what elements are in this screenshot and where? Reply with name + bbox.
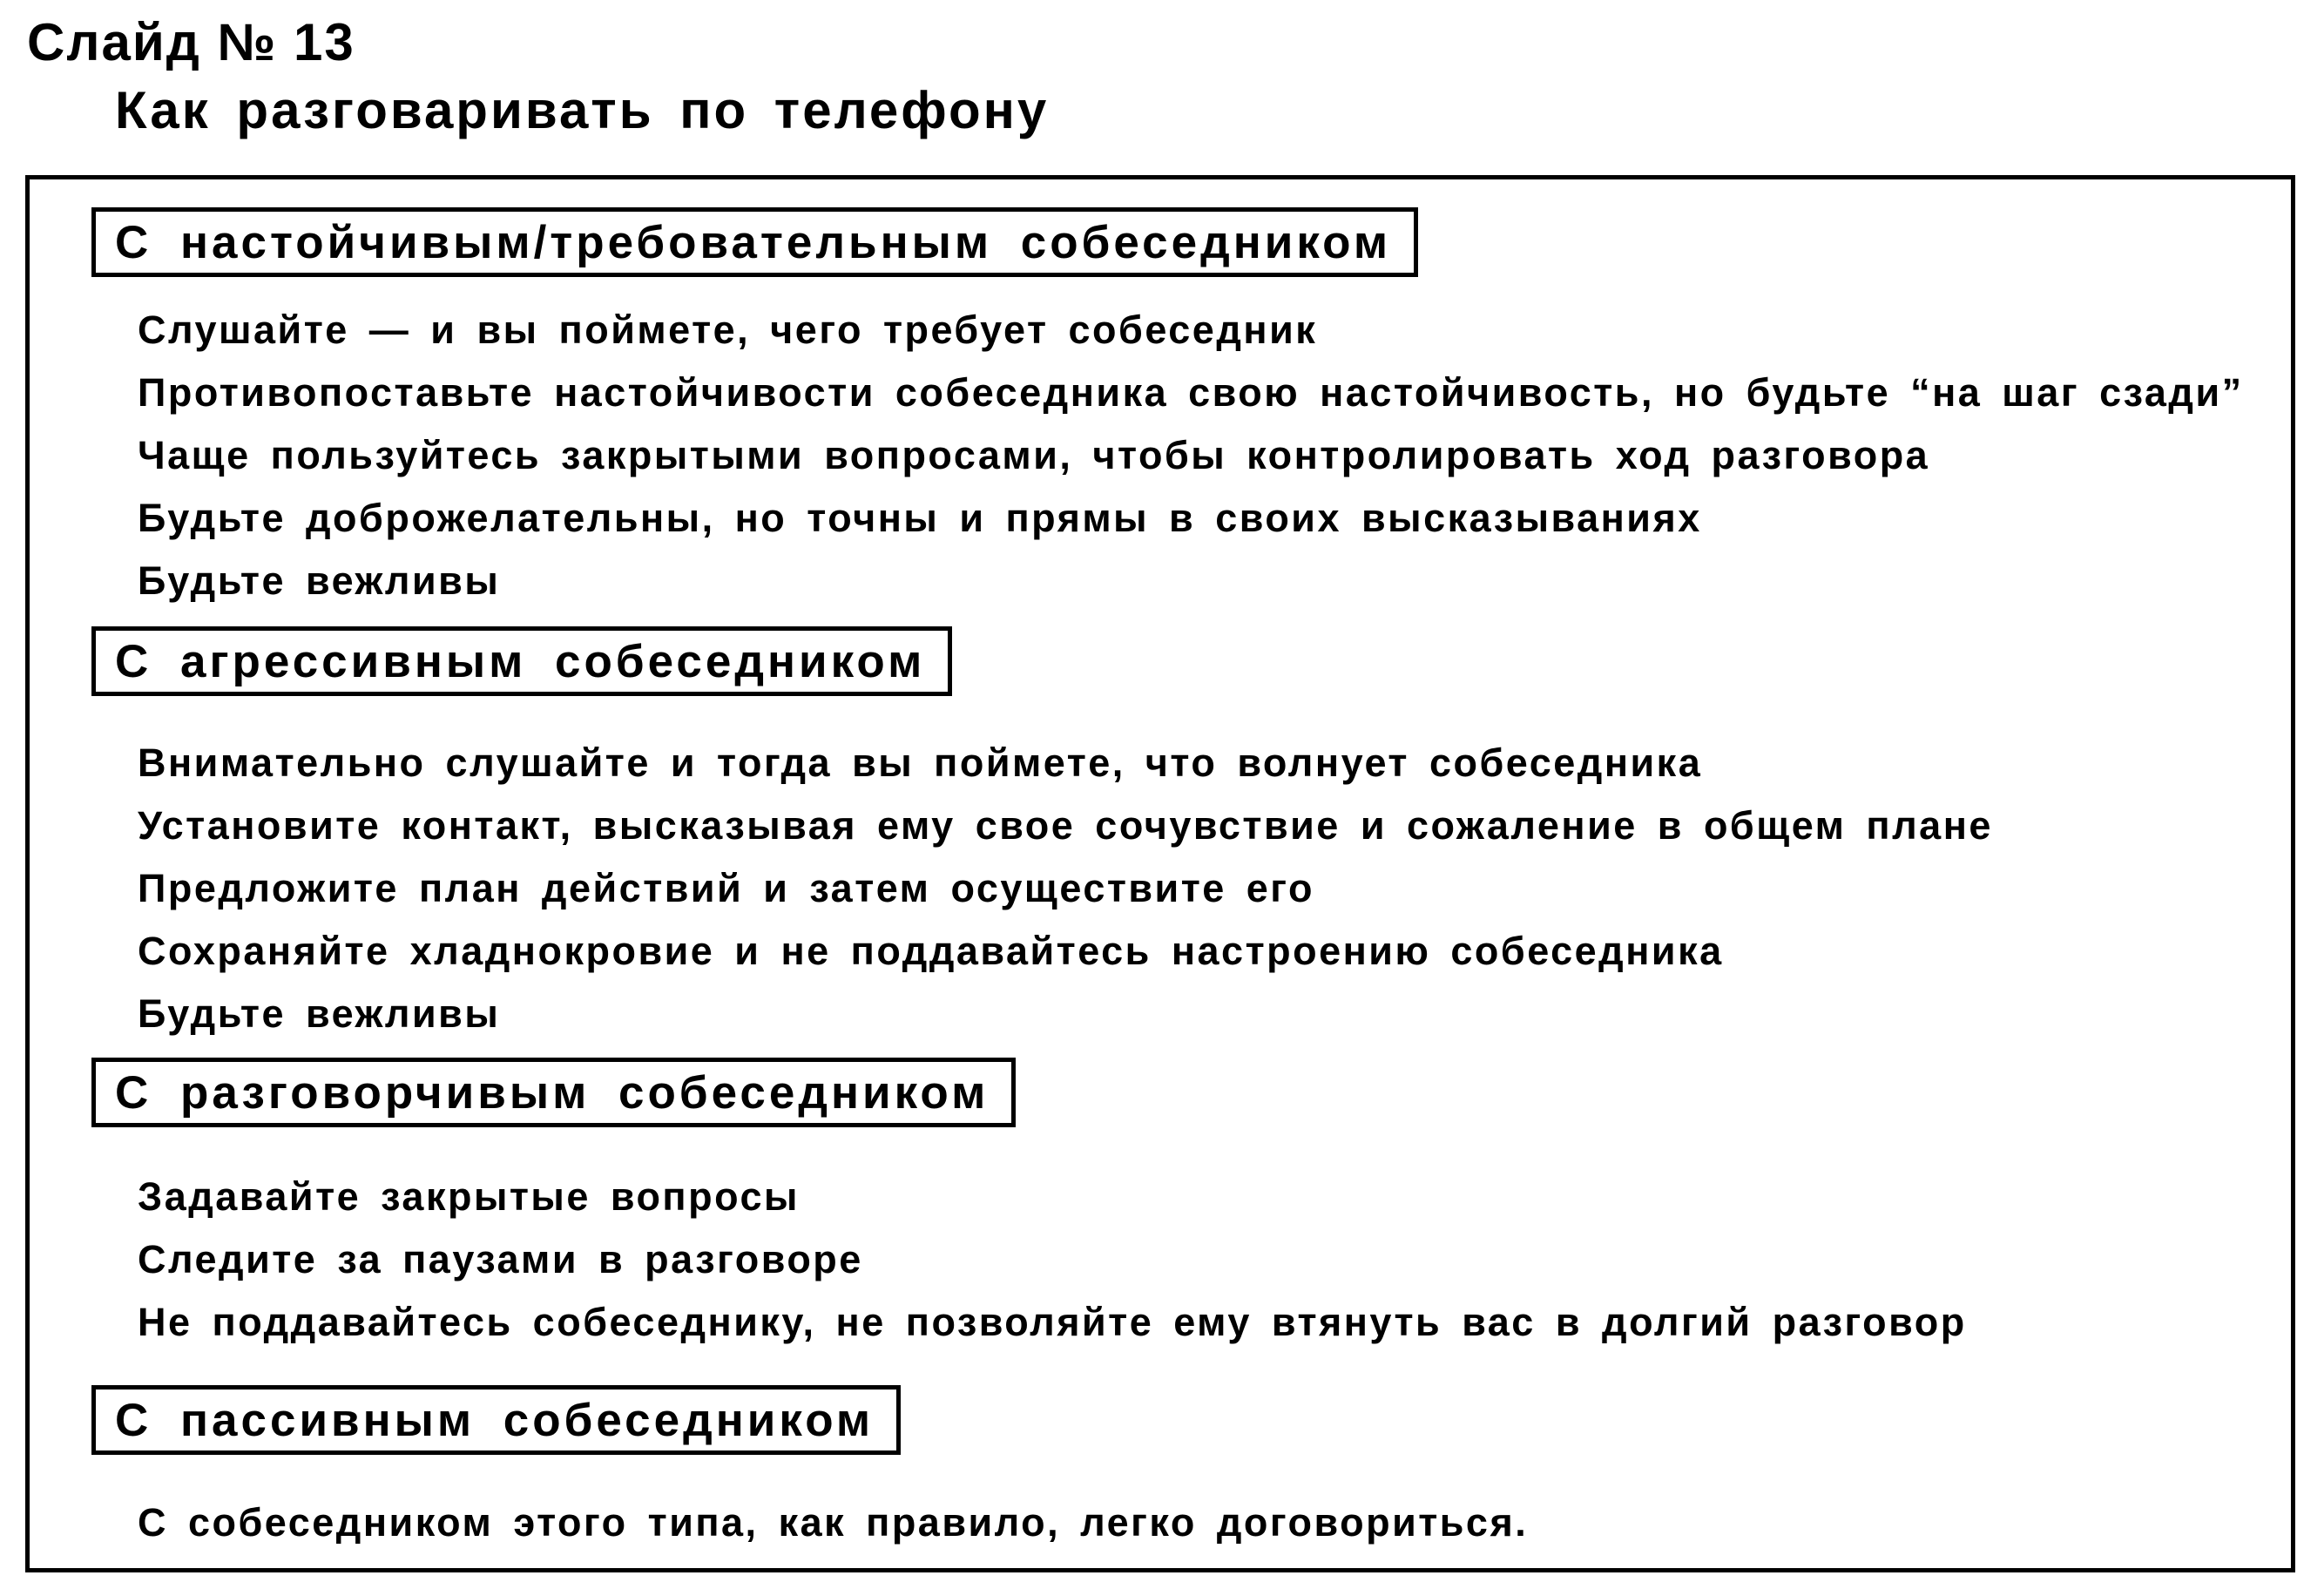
section-heading: С разговорчивым собеседником bbox=[91, 1058, 1016, 1127]
list-item: Чаще пользуйтесь закрытыми вопросами, чтобы контролировать ход разговора bbox=[138, 433, 1930, 477]
section-heading: С настойчивым/требовательным собеседником bbox=[91, 207, 1418, 277]
list-item: Будьте вежливы bbox=[138, 991, 501, 1036]
list-item: Задавайте закрытые вопросы bbox=[138, 1174, 800, 1219]
list-item: Противопоставьте настойчивости собеседника свою настойчивость, но будьте “на шаг сзади” bbox=[138, 370, 2244, 415]
list-item: С собеседником этого типа, как правило, легко договориться. bbox=[138, 1500, 1529, 1545]
section-items bbox=[138, 299, 2244, 612]
list-item: Сохраняйте хладнокровие и не поддавайтесь настроению собеседника bbox=[138, 929, 1724, 973]
section-items bbox=[138, 1491, 1528, 1554]
section-items bbox=[138, 1166, 1967, 1354]
page-title: Как разговаривать по телефону bbox=[115, 81, 1050, 139]
section-items bbox=[138, 732, 1993, 1045]
list-item: Установите контакт, высказывая ему свое сочувствие и сожаление в общем плане bbox=[138, 803, 1993, 848]
list-item: Предложите план действий и затем осуществите его bbox=[138, 866, 1314, 910]
slide-label: Слайд № 13 bbox=[27, 13, 355, 71]
list-item: Внимательно слушайте и тогда вы поймете, что волнует собеседника bbox=[138, 740, 1703, 785]
list-item: Слушайте — и вы поймете, чего требует собеседник bbox=[138, 308, 1318, 352]
list-item: Не поддавайтесь собеседнику, не позволяйте ему втянуть вас в долгий разговор bbox=[138, 1300, 1967, 1344]
list-item: Следите за паузами в разговоре bbox=[138, 1237, 863, 1281]
section-heading: С пассивным собеседником bbox=[91, 1385, 901, 1455]
section-heading: С агрессивным собеседником bbox=[91, 626, 952, 696]
list-item: Будьте вежливы bbox=[138, 558, 501, 603]
list-item: Будьте доброжелательны, но точны и прямы в своих высказываниях bbox=[138, 496, 1702, 540]
